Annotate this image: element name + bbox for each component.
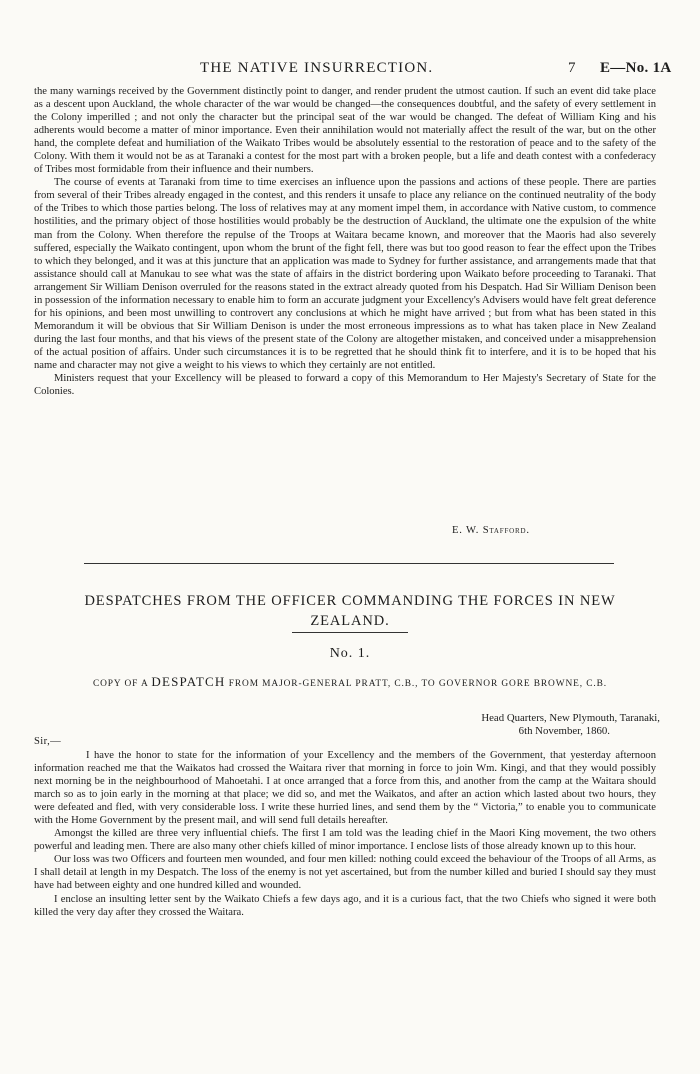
section-heading: DESPATCHES FROM THE OFFICER COMMANDING THE FORCES IN NEW ZEALAND. — [84, 593, 616, 629]
caption-word: DESPATCH — [151, 674, 226, 689]
running-title: THE NATIVE INSURRECTION. — [200, 60, 434, 76]
paper-reference: E—No. 1A — [600, 60, 672, 76]
dispatch-number: No. 1. — [329, 646, 371, 661]
despatch-paragraph: Amongst the killed are three very influential chiefs. The first I am told was the leading chief in the Maori King movement, the two others powerful and leading men. There are also many other chiefs killed of minor importance. I enclose lists of those already known up to this hour. — [34, 828, 656, 853]
page-number: 7 — [568, 60, 576, 76]
heading-underline — [292, 632, 408, 633]
caption-prefix: COPY OF A — [92, 679, 149, 689]
despatch-body — [34, 749, 656, 919]
despatch-paragraph: Our loss was two Officers and fourteen men wounded, and four men killed: nothing could exceed the behaviour of the Troops of all Arms, as I shall detail at length in my Despatch. The loss of the enemy is not yet ascertained, but from the number killed and buried I should say they must have had between eighty and one hundred killed and wounded. — [34, 854, 656, 892]
memo-paragraph: the many warnings received by the Government distinctly point to danger, and render prudent the utmost caution. If such an event did take place as a descent upon Auckland, the whole character of the war would be changed—the consequences doubtful, and the safety of every settlement in the Colony imperilled ; and not only the character but the principal seat of the war would be changed. The defeat of William King and his adherents would become a matter of minor importance. Even their annihilation would not materially affect the result of the war, but on the other hand, the complete defeat and humiliation of the Waikato Tribes would be absolutely essential to the restoration of peace and to the safety of the Colony. With them it would not be as at Taranaki a contest for the most part with a broken people, but a life and death contest with a confederacy of Tribes most formidable from their influence and their numbers. — [34, 86, 656, 176]
despatch-paragraph: I have the honor to state for the information of your Excellency and the members of the Government, that yesterday afternoon information reached me that the Waikatos had crossed the Waitara river that morning in force to join Wm. Kingi, and that they would possibly next morning be in the neighbourhood of Mahoetahi. I at once arranged that a force from this, and another from the camp at the Waitara should march so as to join early in the morning at that place; we did so, and met the Waikatos, and after an action which lasted about two hours, they were defeated and fled, with very considerable loss. I write these hurried lines, and send them by the “ Victoria,” to enable you to communicate with the Home Government by the present mail, and will send full details hereafter. — [34, 750, 656, 827]
section-divider — [84, 563, 614, 564]
memo-paragraph: Ministers request that your Excellency will be pleased to forward a copy of this Memorandum to Her Majesty's Secretary of State for the Colonies. — [34, 373, 656, 398]
dispatch-caption — [60, 675, 640, 691]
memorandum-body — [34, 85, 656, 398]
date-line: 6th November, 1860. — [518, 725, 610, 737]
signature-initials: E. W. — [452, 525, 480, 536]
memo-signature — [452, 525, 530, 536]
signature-surname: Stafford. — [482, 525, 530, 536]
address-line: Head Quarters, New Plymouth, Taranaki, — [481, 712, 660, 724]
salutation: Sir,— — [34, 736, 62, 747]
memo-paragraph: The course of events at Taranaki from time to time exercises an influence upon the passions and actions of these people. There are parties from several of their Tribes already engaged in the contest, and this renders it unsafe to place any reliance on the continued neutrality of the body of the Tribes to which those parties belong. The loss of relatives may at any moment impel them, in accordance with Native custom, to commence hostilities, and the primary object of those hostilities would probably be the destruction of Auckland, the ultimate one the expulsion of the white man from the Colony. When therefore the repulse of the Troops at Waitara became known, and moreover that the Maoris had also severely suffered, especially the Waikato contingent, upon whom the brunt of the fight fell, there was but too good reason to fear the effect upon the Tribes to which they belonged, and it was at this juncture that an application was made to Sydney for further assistance, and arrangements made that that assistance should call at Manukau to see what was the state of affairs in the district bordering upon Waikato before proceeding to Taranaki. That arrangement Sir William Denison overruled for the reasons stated in the extract already quoted from his Despatch. Had Sir William Denison been in possession of the information necessary to enable him to form an accurate judgment your Excellency's Advisers would have felt great deference for his opinions, and been most unwilling to controvert any conclusions at which he might have arrived ; but from what has been stated in this Memorandum it will be obvious that Sir William Denison is under the most erroneous impressions as to what has taken place in New Zealand during the last four months, and that his views of the present state of the Colony are altogether mistaken, and conceived under a misapprehension of the actual position of affairs. Under such circumstances it is to be regretted that he should think fit to interfere, and it is to be hoped that his name and character may not give a weight to his views to which they certainly are not entitled. — [34, 177, 656, 371]
despatch-paragraph: I enclose an insulting letter sent by the Waikato Chiefs a few days ago, and it is a curious fact, that the two Chiefs who signed it were both killed the very day after they crossed the Waitara. — [34, 893, 656, 918]
caption-rest: FROM MAJOR-GENERAL PRATT, C.B., TO GOVERNOR GORE BROWNE, C.B. — [228, 679, 608, 689]
